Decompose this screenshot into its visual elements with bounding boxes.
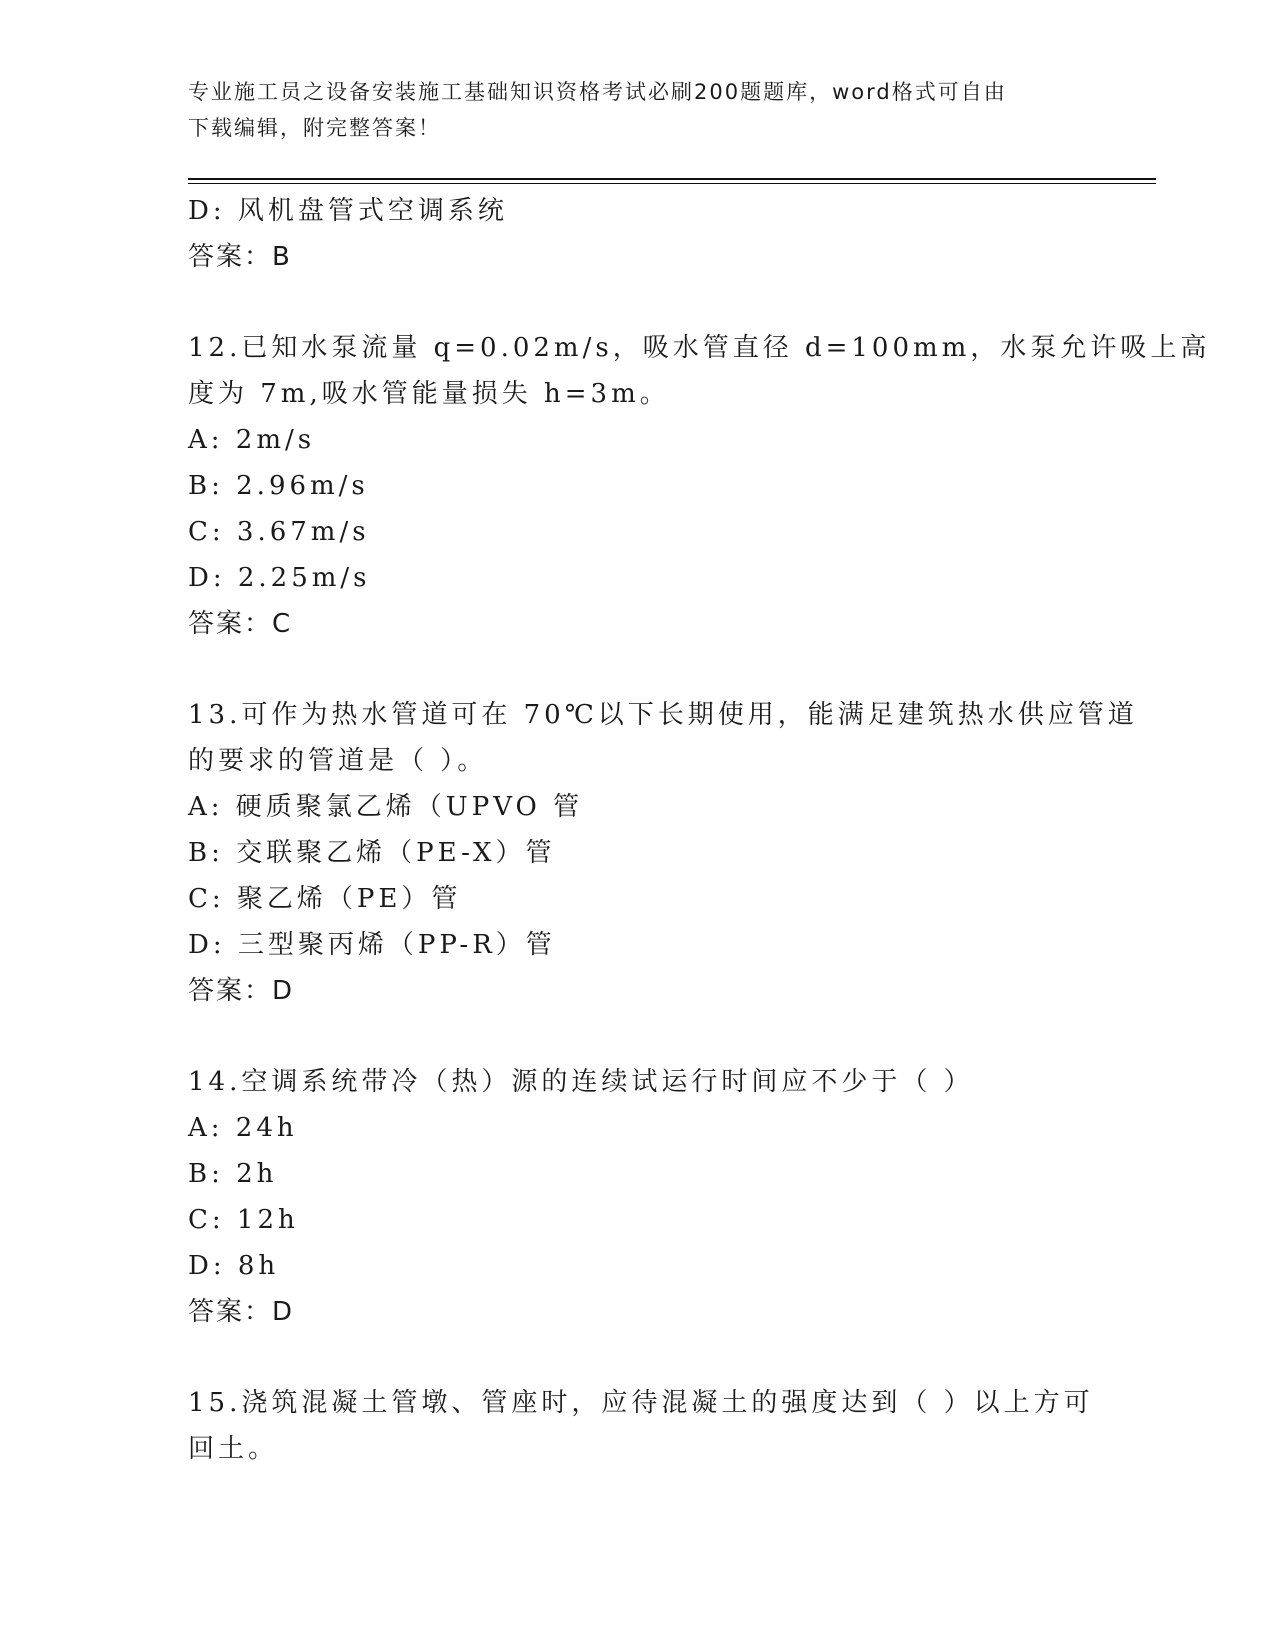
option-d: D: 三型聚丙烯（PP-R）管 [188, 930, 556, 960]
option-c: C: 聚乙烯（PE）管 [188, 884, 462, 914]
option-b: B: 2h [188, 1159, 278, 1189]
option-b: B: 交联聚乙烯（PE-X）管 [188, 838, 556, 868]
option-a: A: 2m/s [188, 425, 316, 455]
document-body [188, 188, 1211, 1472]
option-b: B: 2.96m/s [188, 471, 369, 501]
header-line-2: 下载编辑，附完整答案！ [188, 116, 441, 140]
question-text: 的要求的管道是（ ）。 [188, 746, 488, 776]
question-text: 回土。 [188, 1434, 279, 1464]
header-divider-thick [188, 178, 1156, 180]
answer-line: 答案：D [188, 976, 295, 1006]
answer-line: 答案：B [188, 242, 292, 272]
header-divider-thin [188, 183, 1156, 184]
document-header [188, 74, 1068, 146]
question-text: 12.已知水泵流量 q=0.02m/s，吸水管直径 d=100mm，水泵允许吸上高 [188, 333, 1211, 363]
option-c: C: 12h [188, 1205, 299, 1235]
answer-line: 答案：D [188, 1297, 295, 1327]
question-text: 15.浇筑混凝土管墩、管座时，应待混凝土的强度达到（ ）以上方可 [188, 1388, 1094, 1418]
question-text: 14.空调系统带冷（热）源的连续试运行时间应不少于（ ） [188, 1067, 974, 1097]
previous-question-tail [188, 188, 1088, 280]
answer-line: 答案：C [188, 609, 293, 639]
question-14 [188, 1059, 1088, 1335]
option-d: D: 风机盘管式空调系统 [188, 196, 508, 226]
option-a: A: 硬质聚氯乙烯（UPVO 管 [188, 792, 584, 822]
option-d: D: 2.25m/s [188, 563, 371, 593]
header-line-1: 专业施工员之设备安装施工基础知识资格考试必刷200题题库，word格式可自由 [188, 80, 1007, 104]
option-c: C: 3.67m/s [188, 517, 370, 547]
question-text: 13.可作为热水管道可在 70℃以下长期使用，能满足建筑热水供应管道 [188, 700, 1138, 730]
option-d: D: 8h [188, 1251, 280, 1281]
option-a: A: 24h [188, 1113, 298, 1143]
question-15 [188, 1380, 1094, 1472]
question-13 [188, 692, 1138, 1014]
question-text: 度为 7m,吸水管能量损失 h=3m。 [188, 379, 670, 409]
question-12 [188, 325, 1211, 647]
